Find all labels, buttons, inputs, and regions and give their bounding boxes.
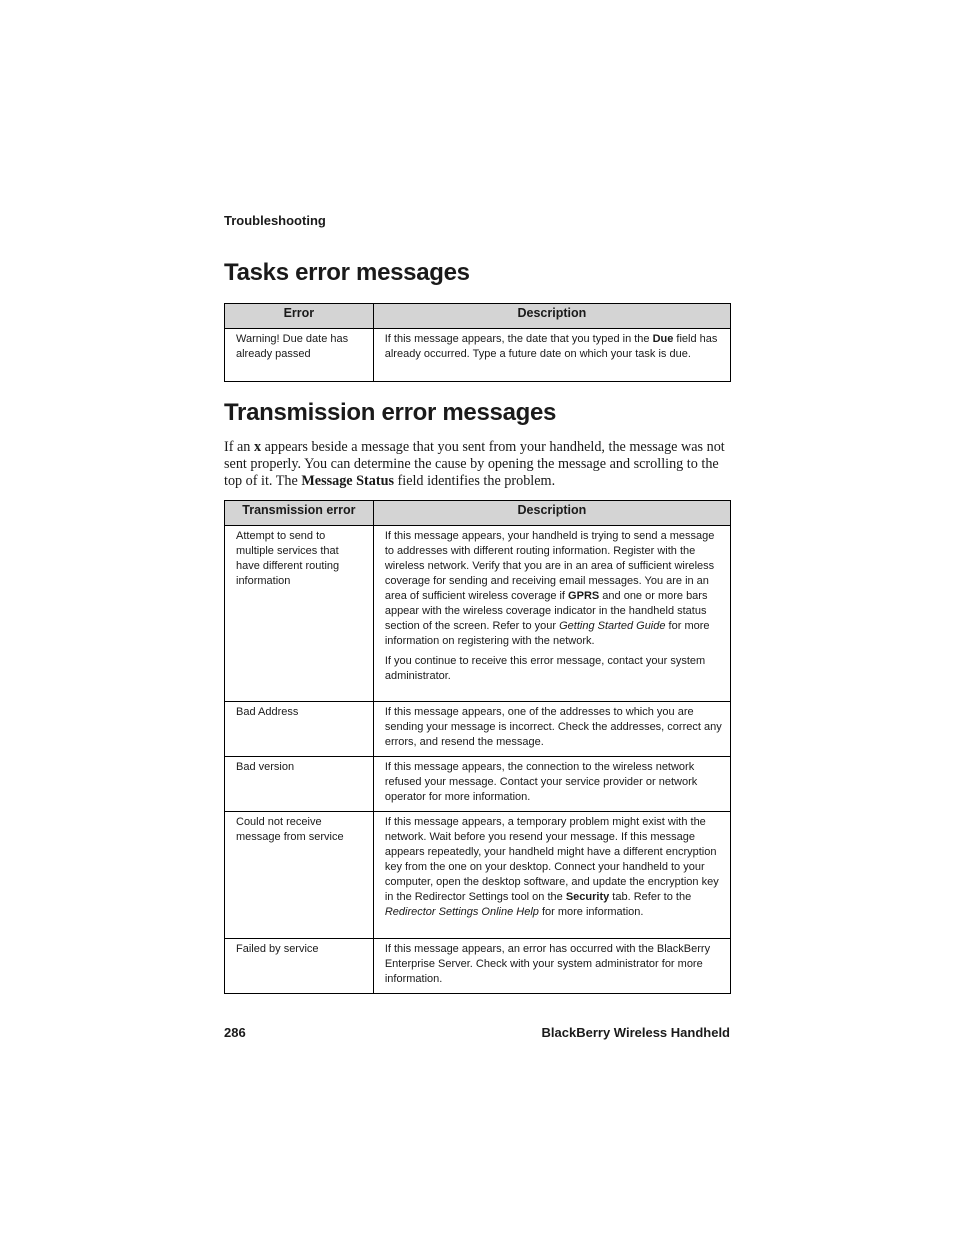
table-row [225, 702, 731, 757]
tasks-section-title: Tasks error messages [224, 259, 470, 286]
column-header-description: Description [373, 501, 730, 526]
transmission-intro-paragraph: If an x appears beside a message that you sent from your handheld, the message was not sent properly. You can determine the cause by opening the message and scrolling to the top of it. The Message Status field identifies the problem. [224, 439, 725, 489]
page-number: 286 [224, 1025, 246, 1040]
description-cell: If this message appears, the date that you typed in the Due field has already occurred. Type a future date on which your task is due. [373, 329, 730, 382]
error-cell: Bad version [225, 757, 374, 812]
footer-book-title: BlackBerry Wireless Handheld [541, 1025, 730, 1040]
error-cell: Warning! Due date has already passed [225, 329, 374, 382]
description-cell: If this message appears, one of the addresses to which you are sending your message is incorrect. Check the addresses, correct any errors, and resend the message. [373, 702, 730, 757]
table-row [225, 939, 731, 994]
column-header-error: Error [225, 304, 374, 329]
description-cell: If this message appears, the connection to the wireless network refused your message. Contact your service provider or network operator for more information. [373, 757, 730, 812]
table-row [225, 526, 731, 702]
error-cell: Bad Address [225, 702, 374, 757]
transmission-section-title: Transmission error messages [224, 399, 557, 426]
table-row [225, 812, 731, 939]
table-row [225, 329, 731, 382]
table-row [225, 757, 731, 812]
table-header-row [225, 501, 731, 526]
column-header-description: Description [373, 304, 730, 329]
description-cell: If this message appears, a temporary problem might exist with the network. Wait before you resend your message. If this message appears repeatedly, your handheld might have a different encryption key from the one on your desktop. Connect your handheld to your computer, open the desktop software, and update the encryption key in the Redirector Settings tool on the Security tab. Refer to the Redirector Settings Online Help for more information. [373, 812, 730, 939]
tasks-error-table [224, 303, 731, 382]
column-header-transmission-error: Transmission error [225, 501, 374, 526]
error-cell: Failed by service [225, 939, 374, 994]
description-cell: If this message appears, your handheld is trying to send a message to addresses with different routing information. Register with the wireless network. Verify that you are in an area of sufficient wireless coverage for sending and receiving email messages. You are in an area of sufficient wireless coverage if GPRS and one or more bars appear with the wireless coverage indicator in the handheld status section of the screen. Refer to your Getting Started Guide for more information on registering with the network. If you continue to receive this error message, contact your system administrator. [373, 526, 730, 702]
table-header-row [225, 304, 731, 329]
error-cell: Could not receive message from service [225, 812, 374, 939]
error-cell: Attempt to send to multiple services that have different routing information [225, 526, 374, 702]
running-head: Troubleshooting [224, 213, 326, 228]
transmission-error-table [224, 500, 731, 994]
description-cell: If this message appears, an error has occurred with the BlackBerry Enterprise Server. Check with your system administrator for more information. [373, 939, 730, 994]
